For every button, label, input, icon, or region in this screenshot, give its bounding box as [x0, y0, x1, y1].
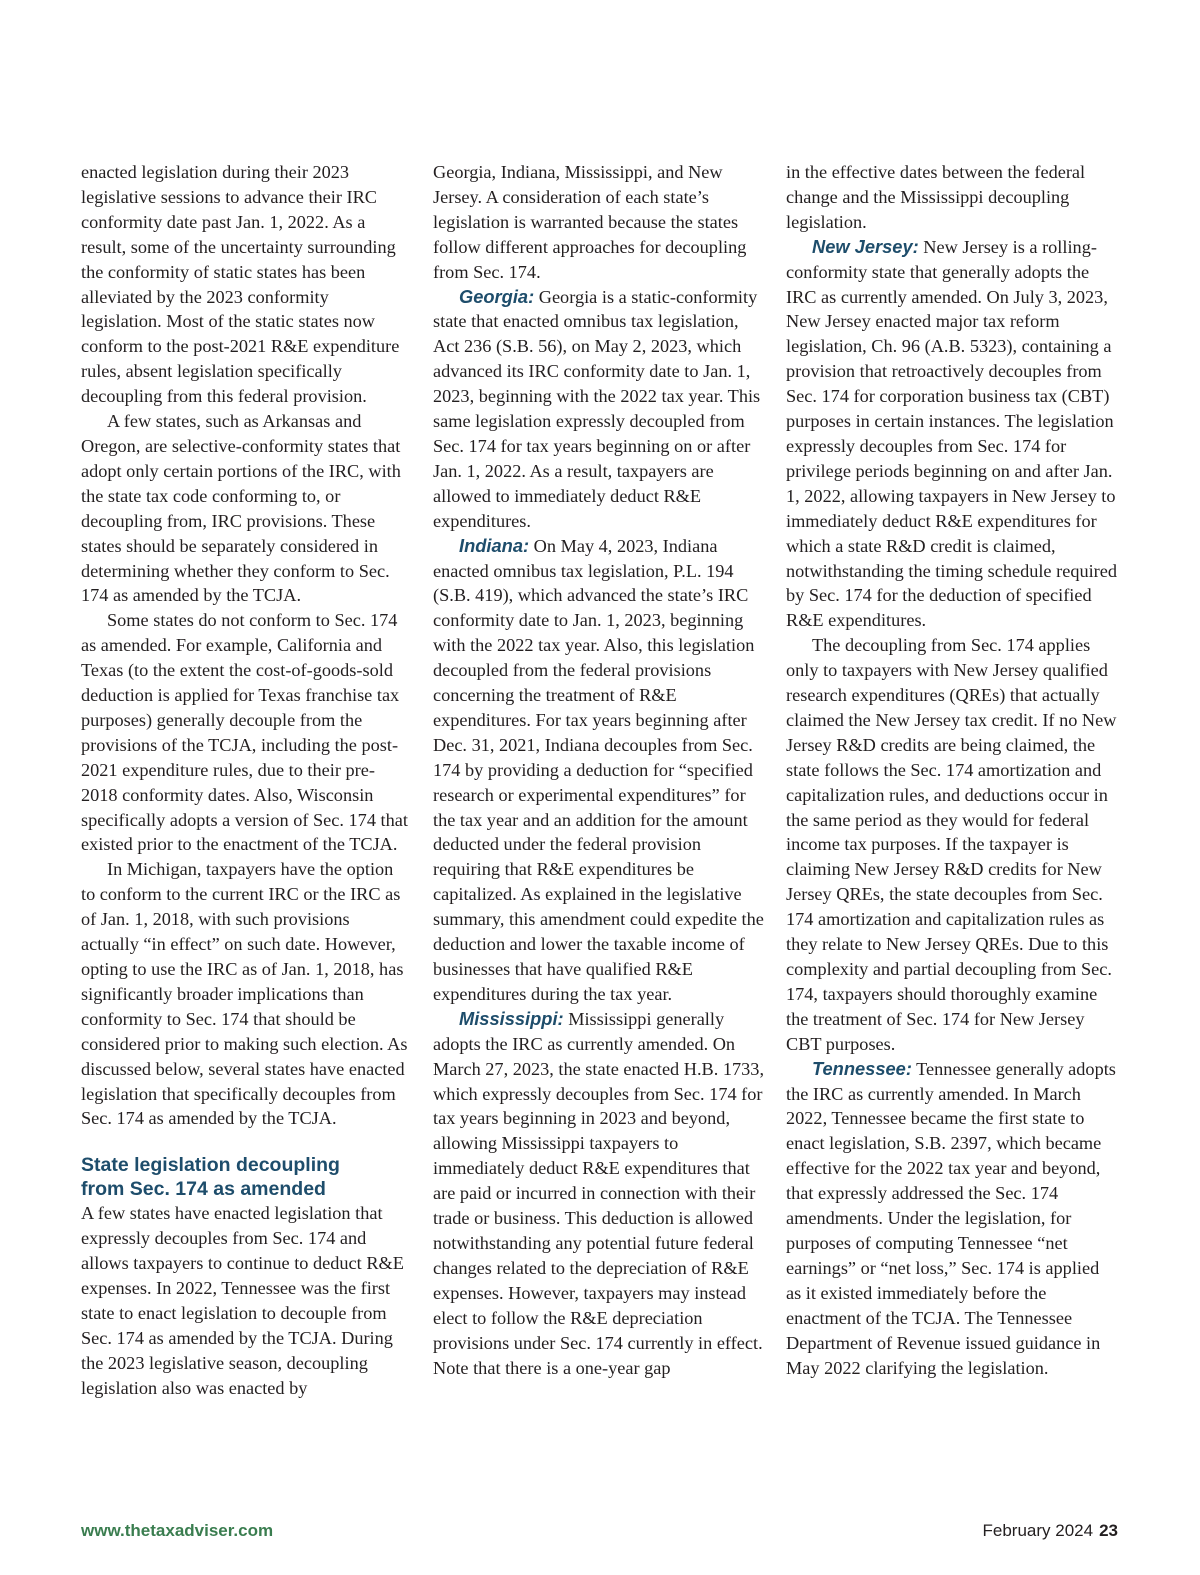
issue-date: February 2024: [982, 1521, 1094, 1540]
paragraph: The decoupling from Sec. 174 applies only to taxpayers with New Jersey qualified research expenditures (QREs) that actually claimed the New Jersey tax credit. If no New Jersey R&D credits are being claimed, the state follows the Sec. 174 amortization and capitalization rules, and deductions occur in the same period as they would for federal income tax purposes. If the taxpayer is claiming New Jersey R&D credits for New Jersey QREs, the state decouples from Sec. 174 amortization and capitalization rules as they relate to New Jersey QREs. Due to this complexity and partial decoupling from Sec. 174, taxpayers should thoroughly examine the treatment of Sec. 174 for New Jersey CBT purposes.: [786, 635, 1117, 1054]
new-jersey-paragraph: [786, 235, 1118, 634]
run-in-head-mississippi: Mississippi:: [459, 1007, 564, 1029]
georgia-text: Georgia is a static-conformity state that enacted omnibus tax legislation, Act 236 (S.B. 56), on May 2, 2023, which advanced its IRC conformity date to Jan. 1, 2023, beginning with the 2022 tax year. This same legislation expressly decoupled from Sec. 174 for tax years beginning on or after Jan. 1, 2022. As a result, taxpayers are allowed to immediately deduct R&E expenditures.: [433, 286, 761, 531]
paragraph: in the effective dates between the federal change and the Mississippi decoupling legislation.: [786, 162, 1086, 232]
section-heading: [81, 1153, 411, 1201]
paragraph: In Michigan, taxpayers have the option to conform to the current IRC or the IRC as of Jan. 1, 2018, with such provisions actually “in effect” on such date. However, opting to use the IRC as of Jan. 1, 2018, has significantly broader implications than conformity to Sec. 174 that should be considered prior to making such election. As discussed below, several states have enacted legislation that specifically decouples from Sec. 174 as amended by the TCJA.: [81, 859, 408, 1129]
indiana-text: On May 4, 2023, Indiana enacted omnibus tax legislation, P.L. 194 (S.B. 419), which advanced the state’s IRC conformity date to Jan. 1, 2023, beginning with the 2022 tax year. Also, this legislation decoupled from the federal provisions concerning the treatment of R&E expenditures. For tax years beginning after Dec. 31, 2021, Indiana decouples from Sec. 174 by providing a deduction for “specified research or experimental expenditures” for the tax year and an addition for the amount deducted under the federal provision requiring that R&E expenditures be capitalized. As explained in the legislative summary, this amendment could expedite the deduction and lower the taxable income of businesses that have qualified R&E expenditures during the tax year.: [433, 535, 764, 1004]
paragraph: A few states, such as Arkansas and Oregon, are selective-conformity states that adopt only certain portions of the IRC, with the state tax code conforming to, or decoupling from, IRC provisions. These states should be separately considered in determining whether they conform to Sec. 174 as amended by the TCJA.: [81, 411, 401, 606]
paragraph: Some states do not conform to Sec. 174 as amended. For example, California and Texas (to the extent the cost-of-goods-sold deduction is applied for Texas franchise tax purposes) generally decouple from the provisions of the TCJA, including the post-2021 expenditure rules, due to their pre-2018 conformity dates. Also, Wisconsin specifically adopts a version of Sec. 174 that existed prior to the enactment of the TCJA.: [81, 610, 408, 855]
run-in-head-georgia: Georgia:: [459, 285, 535, 307]
page-number: 23: [1099, 1521, 1118, 1540]
georgia-paragraph: [433, 285, 765, 534]
paragraph: A few states have enacted legislation that expressly decouples from Sec. 174 and allows taxpayers to continue to deduct R&E expenses. In 2022, Tennessee was the first state to enact legislation to decouple from Sec. 174 as amended by the TCJA. During the 2023 legislative season, decoupling legislation also was enacted by: [81, 1203, 404, 1398]
column-3: [786, 160, 1118, 1380]
paragraph: enacted legislation during their 2023 legislative sessions to advance their IRC conformity date past Jan. 1, 2022. As a result, some of the uncertainty surrounding the conformity of static states has been alleviated by the 2023 conformity legislation. Most of the static states now conform to the post-2021 R&E expenditure rules, absent legislation specifically decoupling from this federal provision.: [81, 162, 400, 407]
section-heading-line-1: State legislation decoupling: [81, 1154, 340, 1177]
run-in-head-indiana: Indiana:: [459, 534, 530, 556]
footer-url: www.thetaxadviser.com: [81, 1521, 274, 1540]
section-heading-line-2: from Sec. 174 as amended: [81, 1178, 326, 1201]
run-in-head-tennessee: Tennessee:: [812, 1057, 912, 1079]
tennessee-paragraph: [786, 1057, 1118, 1381]
mississippi-text: Mississippi generally adopts the IRC as currently amended. On March 27, 2023, the state enacted H.B. 1733, which expressly decouples from Sec. 174 for tax years beginning in 2023 and beyond, allowing Mississippi taxpayers to immediately deduct R&E expenditures that are paid or incurred in connection with their trade or business. This deduction is allowed notwithstanding any potential future federal changes related to the depreciation of R&E expenses. However, taxpayers may instead elect to follow the R&E depreciation provisions under Sec. 174 currently in effect. Note that there is a one-year gap: [433, 1008, 765, 1378]
paragraph: Georgia, Indiana, Mississippi, and New Jersey. A consideration of each state’s legislation is warranted because the states follow different approaches for decoupling from Sec. 174.: [433, 162, 747, 282]
column-1: [81, 160, 411, 1401]
run-in-head-new-jersey: New Jersey:: [812, 235, 919, 257]
column-2: [433, 160, 765, 1380]
footer-date-page: [983, 1521, 1119, 1541]
tennessee-text: Tennessee generally adopts the IRC as currently amended. In March 2022, Tennessee became the first state to enact legislation, S.B. 2397, which became effective for the 2022 tax year and beyond, that expressly addressed the Sec. 174 amendments. Under the legislation, for purposes of computing Tennessee “net earnings” or “net loss,” Sec. 174 is applied as it existed immediately before the enactment of the TCJA. The Tennessee Department of Revenue issued guidance in May 2022 clarifying the legislation.: [786, 1058, 1116, 1378]
new-jersey-text: New Jersey is a rolling-conformity state that generally adopts the IRC as currently amended. On July 3, 2023, New Jersey enacted major tax reform legislation, Ch. 96 (A.B. 5323), containing a provision that retroactively decouples from Sec. 174 for corporation business tax (CBT) purposes in certain instances. The legislation expressly decouples from Sec. 174 for privilege periods beginning on and after Jan. 1, 2022, allowing taxpayers in New Jersey to immediately deduct R&E expenditures for which a state R&D credit is claimed, notwithstanding the timing schedule required by Sec. 174 for the deduction of specified R&E expenditures.: [786, 236, 1118, 631]
indiana-paragraph: [433, 534, 765, 1007]
mississippi-paragraph: [433, 1007, 765, 1381]
